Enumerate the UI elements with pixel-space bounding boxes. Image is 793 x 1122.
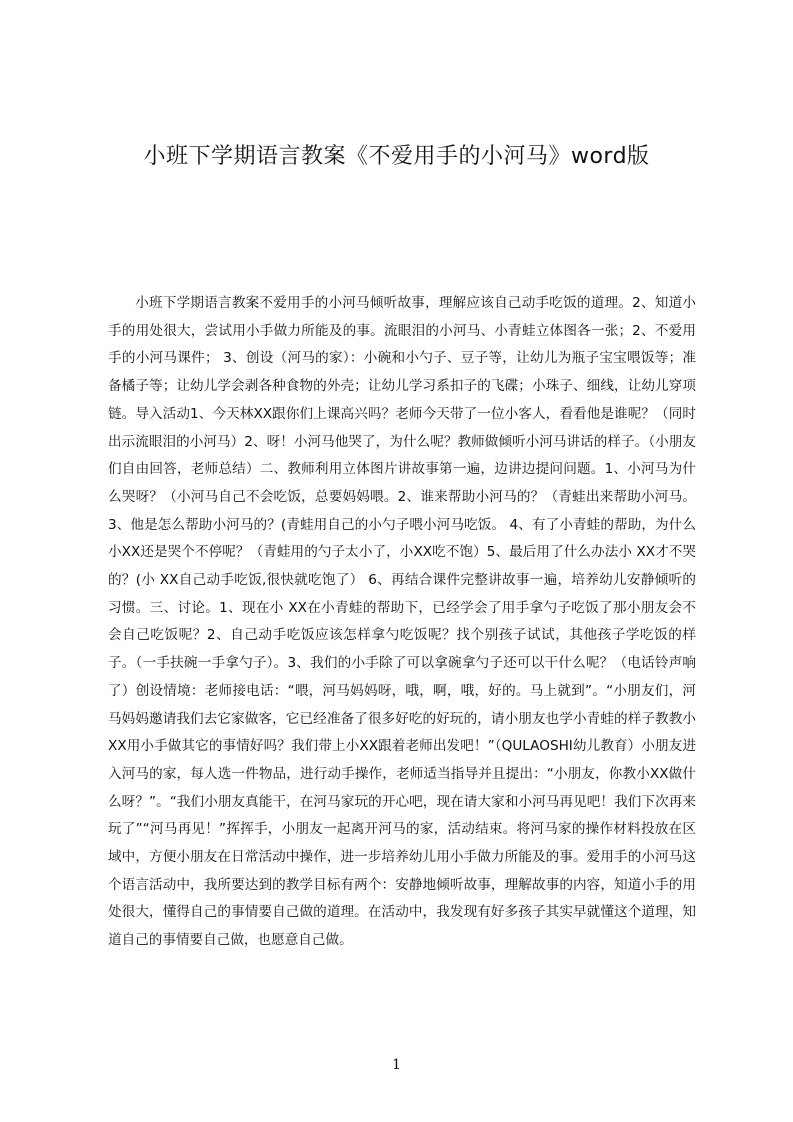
body-paragraph: 小班下学期语言教案不爱用手的小河马倾听故事，理解应该自己动手吃饭的道理。2、知道小手的用处很大，尝试用小手做力所能及的事。流眼泪的小河马、小青蛙立体图各一张；2、不爱用手的小河马课件； 3、创设（河马的家）：小碗和小勺子、豆子等，让幼儿为瓶子宝宝喂饭等；准备橘子等；让幼儿学会剥各种食物的外壳；让幼儿学习系扣子的飞碟；小珠子、细线，让幼儿穿项链。导入活动1、今天林XX跟你们上课高兴吗？老师今天带了一位小客人，看看他是谁呢？（同时出示流眼泪的小河马）2、呀！小河马他哭了，为什么呢？教师做倾听小河马讲话的样子。（小朋友们自由回答，老师总结）二、教师利用立体图片讲故事第一遍，边讲边提问问题。1、小河马为什么哭呀？（小河马自己不会吃饭，总要妈妈喂。2、谁来帮助小河马的？（青蛙出来帮助小河马。3、他是怎么帮助小河马的？(青蛙用自己的小勺子喂小河马吃饭。 4、有了小青蛙的帮助，为什么小XX还是哭个不停呢？（青蛙用的勺子太小了，小XX吃不饱）5、最后用了什么办法小 XX才不哭的？(小 XX自己动手吃饭,很快就吃饱了） 6、再结合课件完整讲故事一遍，培养幼儿安静倾听的习惯。三、讨论。1、现在小 XX在小青蛙的帮助下，已经学会了用手拿勺子吃饭了那小朋友会不会自己吃饭呢？2、自己动手吃饭应该怎样拿勺吃饭呢？找个别孩子试试，其他孩子学吃饭的样子。（一手扶碗一手拿勺子）。3、我们的小手除了可以拿碗拿勺子还可以干什么呢？（电话铃声响了）创设情境：老师接电话：“喂，河马妈妈呀，哦，啊，哦，好的。马上就到”。“小朋友们，河马妈妈邀请我们去它家做客，它已经准备了很多好吃的好玩的，请小朋友也学小青蛙的样子教教小XX用小手做其它的事情好吗？我们带上小XX跟着老师出发吧！”（QULAOSHI幼儿教育）小朋友进入河马的家，每人选一件物品，进行动手操作，老师适当指导并且提出：“小朋友，你教小XX做什么呀？”。“我们小朋友真能干，在河马家玩的开心吧，现在请大家和小河马再见吧！我们下次再来玩了”“河马再见！”挥挥手，小朋友一起离开河马的家，活动结束。将河马家的操作材料投放在区域中，方便小朋友在日常活动中操作，进一步培养幼儿用小手做力所能及的事。爱用手的小河马这个语言活动中，我所要达到的教学目标有两个：安静地倾听故事，理解故事的内容，知道小手的用处很大，懂得自己的事情要自己做的道理。在活动中，我发现有好多孩子其实早就懂这个道理，知道自己的事情要自己做，也愿意自己做。 <box>108 295 696 949</box>
document-title: 小班下学期语言教案《不爱用手的小河马》word版 <box>143 144 650 169</box>
page-number: 1 <box>392 1057 401 1073</box>
